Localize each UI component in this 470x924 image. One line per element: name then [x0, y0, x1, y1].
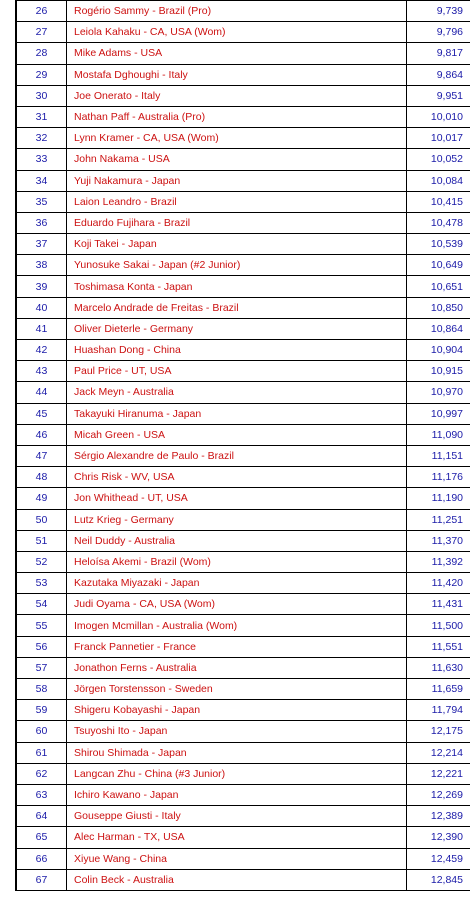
rank-cell: 26 [16, 1, 67, 22]
rank-cell: 46 [16, 424, 67, 445]
table-row [16, 869, 470, 890]
competitor-name-cell: Shigeru Kobayashi - Japan [67, 700, 407, 721]
score-cell: 11,251 [407, 509, 470, 530]
rank-cell: 39 [16, 276, 67, 297]
score-cell: 9,951 [407, 85, 470, 106]
competitor-name-cell: Paul Price - UT, USA [67, 361, 407, 382]
competitor-name-cell: Joe Onerato - Italy [67, 85, 407, 106]
score-cell: 11,431 [407, 594, 470, 615]
rank-cell: 50 [16, 509, 67, 530]
competitor-name-cell: Neil Duddy - Australia [67, 530, 407, 551]
table-row [16, 361, 470, 382]
competitor-name-cell: Takayuki Hiranuma - Japan [67, 403, 407, 424]
score-cell: 10,970 [407, 382, 470, 403]
score-cell: 11,659 [407, 679, 470, 700]
rank-cell: 34 [16, 170, 67, 191]
ranking-table-body [16, 1, 470, 891]
rank-cell: 55 [16, 615, 67, 636]
competitor-name-cell: Oliver Dieterle - Germany [67, 318, 407, 339]
competitor-name-cell: Judi Oyama - CA, USA (Wom) [67, 594, 407, 615]
rank-cell: 53 [16, 573, 67, 594]
rank-cell: 49 [16, 488, 67, 509]
rank-cell: 42 [16, 340, 67, 361]
competitor-name-cell: Jonathon Ferns - Australia [67, 657, 407, 678]
table-row [16, 170, 470, 191]
score-cell: 12,845 [407, 869, 470, 890]
table-row [16, 615, 470, 636]
rank-cell: 60 [16, 721, 67, 742]
rank-cell: 47 [16, 445, 67, 466]
rank-cell: 67 [16, 869, 67, 890]
table-row [16, 128, 470, 149]
table-row [16, 1, 470, 22]
score-cell: 10,478 [407, 212, 470, 233]
competitor-name-cell: Eduardo Fujihara - Brazil [67, 212, 407, 233]
rank-cell: 27 [16, 22, 67, 43]
rank-cell: 65 [16, 827, 67, 848]
score-cell: 10,864 [407, 318, 470, 339]
table-row [16, 530, 470, 551]
ranking-table-container [15, 0, 463, 891]
rank-cell: 58 [16, 679, 67, 700]
score-cell: 10,997 [407, 403, 470, 424]
rank-cell: 37 [16, 234, 67, 255]
score-cell: 10,651 [407, 276, 470, 297]
table-row [16, 848, 470, 869]
rank-cell: 36 [16, 212, 67, 233]
competitor-name-cell: Nathan Paff - Australia (Pro) [67, 106, 407, 127]
competitor-name-cell: Sérgio Alexandre de Paulo - Brazil [67, 445, 407, 466]
rank-cell: 30 [16, 85, 67, 106]
score-cell: 10,415 [407, 191, 470, 212]
score-cell: 11,190 [407, 488, 470, 509]
table-row [16, 382, 470, 403]
table-row [16, 297, 470, 318]
rank-cell: 57 [16, 657, 67, 678]
competitor-name-cell: Huashan Dong - China [67, 340, 407, 361]
competitor-name-cell: Jörgen Torstensson - Sweden [67, 679, 407, 700]
competitor-name-cell: John Nakama - USA [67, 149, 407, 170]
table-row [16, 64, 470, 85]
score-cell: 11,370 [407, 530, 470, 551]
competitor-name-cell: Yuji Nakamura - Japan [67, 170, 407, 191]
table-row [16, 424, 470, 445]
score-cell: 11,551 [407, 636, 470, 657]
score-cell: 10,915 [407, 361, 470, 382]
score-cell: 11,151 [407, 445, 470, 466]
score-cell: 10,850 [407, 297, 470, 318]
table-row [16, 551, 470, 572]
competitor-name-cell: Lutz Krieg - Germany [67, 509, 407, 530]
competitor-name-cell: Chris Risk - WV, USA [67, 467, 407, 488]
table-row [16, 403, 470, 424]
score-cell: 11,090 [407, 424, 470, 445]
rank-cell: 28 [16, 43, 67, 64]
score-cell: 11,392 [407, 551, 470, 572]
competitor-name-cell: Marcelo Andrade de Freitas - Brazil [67, 297, 407, 318]
score-cell: 10,084 [407, 170, 470, 191]
table-row [16, 276, 470, 297]
score-cell: 9,817 [407, 43, 470, 64]
competitor-name-cell: Laion Leandro - Brazil [67, 191, 407, 212]
competitor-name-cell: Mostafa Dghoughi - Italy [67, 64, 407, 85]
rank-cell: 66 [16, 848, 67, 869]
competitor-name-cell: Toshimasa Konta - Japan [67, 276, 407, 297]
score-cell: 12,459 [407, 848, 470, 869]
score-cell: 11,630 [407, 657, 470, 678]
table-row [16, 636, 470, 657]
rank-cell: 64 [16, 806, 67, 827]
table-row [16, 721, 470, 742]
table-row [16, 806, 470, 827]
table-row [16, 212, 470, 233]
table-row [16, 827, 470, 848]
score-cell: 10,052 [407, 149, 470, 170]
score-cell: 10,649 [407, 255, 470, 276]
rank-cell: 41 [16, 318, 67, 339]
competitor-name-cell: Heloísa Akemi - Brazil (Wom) [67, 551, 407, 572]
rank-cell: 48 [16, 467, 67, 488]
table-row [16, 700, 470, 721]
table-row [16, 594, 470, 615]
table-row [16, 255, 470, 276]
table-row [16, 234, 470, 255]
rank-cell: 31 [16, 106, 67, 127]
rank-cell: 45 [16, 403, 67, 424]
competitor-name-cell: Jack Meyn - Australia [67, 382, 407, 403]
table-row [16, 679, 470, 700]
competitor-name-cell: Colin Beck - Australia [67, 869, 407, 890]
competitor-name-cell: Leiola Kahaku - CA, USA (Wom) [67, 22, 407, 43]
table-row [16, 763, 470, 784]
table-row [16, 318, 470, 339]
competitor-name-cell: Mike Adams - USA [67, 43, 407, 64]
competitor-name-cell: Shirou Shimada - Japan [67, 742, 407, 763]
competitor-name-cell: Gouseppe Giusti - Italy [67, 806, 407, 827]
ranking-table [15, 0, 470, 891]
score-cell: 12,390 [407, 827, 470, 848]
table-row [16, 488, 470, 509]
score-cell: 9,739 [407, 1, 470, 22]
competitor-name-cell: Jon Whithead - UT, USA [67, 488, 407, 509]
score-cell: 12,389 [407, 806, 470, 827]
table-row [16, 784, 470, 805]
competitor-name-cell: Rogério Sammy - Brazil (Pro) [67, 1, 407, 22]
score-cell: 10,539 [407, 234, 470, 255]
rank-cell: 63 [16, 784, 67, 805]
competitor-name-cell: Langcan Zhu - China (#3 Junior) [67, 763, 407, 784]
rank-cell: 33 [16, 149, 67, 170]
table-row [16, 340, 470, 361]
competitor-name-cell: Alec Harman - TX, USA [67, 827, 407, 848]
score-cell: 10,017 [407, 128, 470, 149]
table-row [16, 22, 470, 43]
rank-cell: 62 [16, 763, 67, 784]
score-cell: 11,500 [407, 615, 470, 636]
rank-cell: 52 [16, 551, 67, 572]
table-row [16, 85, 470, 106]
rank-cell: 44 [16, 382, 67, 403]
table-row [16, 191, 470, 212]
score-cell: 9,864 [407, 64, 470, 85]
table-row [16, 106, 470, 127]
table-row [16, 43, 470, 64]
rank-cell: 54 [16, 594, 67, 615]
score-cell: 12,221 [407, 763, 470, 784]
competitor-name-cell: Kazutaka Miyazaki - Japan [67, 573, 407, 594]
rank-cell: 61 [16, 742, 67, 763]
competitor-name-cell: Yunosuke Sakai - Japan (#2 Junior) [67, 255, 407, 276]
score-cell: 9,796 [407, 22, 470, 43]
rank-cell: 29 [16, 64, 67, 85]
score-cell: 10,904 [407, 340, 470, 361]
table-row [16, 467, 470, 488]
competitor-name-cell: Ichiro Kawano - Japan [67, 784, 407, 805]
rank-cell: 40 [16, 297, 67, 318]
score-cell: 12,175 [407, 721, 470, 742]
page-bottom-margin [15, 908, 454, 924]
competitor-name-cell: Micah Green - USA [67, 424, 407, 445]
score-cell: 11,420 [407, 573, 470, 594]
table-row [16, 657, 470, 678]
rank-cell: 51 [16, 530, 67, 551]
table-row [16, 149, 470, 170]
rank-cell: 56 [16, 636, 67, 657]
competitor-name-cell: Franck Pannetier - France [67, 636, 407, 657]
table-row [16, 445, 470, 466]
rank-cell: 38 [16, 255, 67, 276]
table-row [16, 509, 470, 530]
table-row [16, 742, 470, 763]
rank-cell: 32 [16, 128, 67, 149]
competitor-name-cell: Tsuyoshi Ito - Japan [67, 721, 407, 742]
rank-cell: 59 [16, 700, 67, 721]
rank-cell: 43 [16, 361, 67, 382]
score-cell: 11,176 [407, 467, 470, 488]
competitor-name-cell: Lynn Kramer - CA, USA (Wom) [67, 128, 407, 149]
rank-cell: 35 [16, 191, 67, 212]
score-cell: 11,794 [407, 700, 470, 721]
competitor-name-cell: Koji Takei - Japan [67, 234, 407, 255]
competitor-name-cell: Imogen Mcmillan - Australia (Wom) [67, 615, 407, 636]
score-cell: 12,269 [407, 784, 470, 805]
table-row [16, 573, 470, 594]
score-cell: 12,214 [407, 742, 470, 763]
score-cell: 10,010 [407, 106, 470, 127]
competitor-name-cell: Xiyue Wang - China [67, 848, 407, 869]
